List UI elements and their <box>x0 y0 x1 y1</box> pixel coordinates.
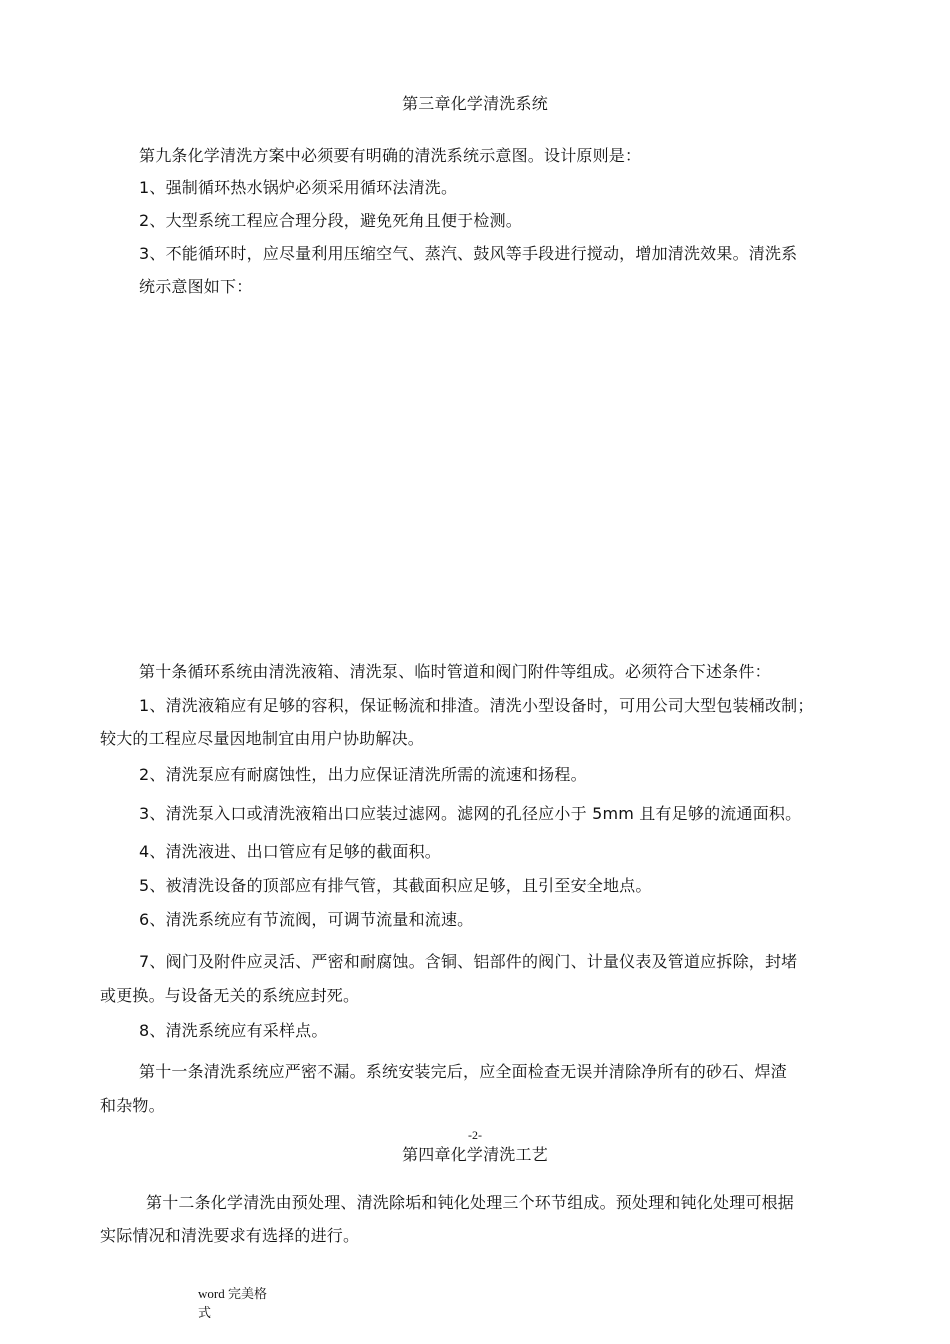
article-10-item-1: 1、清洗液箱应有足够的容积，保证畅流和排渣。清洗小型设备时，可用公司大型包装桶改制； <box>139 696 814 715</box>
article-10-item-5: 5、被清洗设备的顶部应有排气管，其截面积应足够，且引至安全地点。 <box>139 876 652 895</box>
article-9-item-2: 2、大型系统工程应合理分段，避免死角且便于检测。 <box>139 211 522 230</box>
article-12-cont: 实际情况和清洗要求有选择的进行。 <box>100 1226 360 1245</box>
article-9-item-3: 3、不能循环时，应尽量利用压缩空气、蒸汽、鼓风等手段进行搅动，增加清洗效果。清洗系 <box>139 244 798 263</box>
chapter-3-title: 第三章化学清洗系统 <box>402 94 548 113</box>
article-11-cont: 和杂物。 <box>100 1096 165 1115</box>
article-10-item-3: 3、清洗泵入口或清洗液箱出口应装过滤网。滤网的孔径应小于 5mm 且有足够的流通面积。 <box>139 804 802 823</box>
article-11: 第十一条清洗系统应严密不漏。系统安装完后，应全面检查无误并清除净所有的砂石、焊渣 <box>139 1062 788 1081</box>
article-10-item-7: 7、阀门及附件应灵活、严密和耐腐蚀。含铜、铝部件的阀门、计量仪表及管道应拆除，封堵 <box>139 952 798 971</box>
chapter-4-title: 第四章化学清洗工艺 <box>402 1145 548 1164</box>
article-9-intro: 第九条化学清洗方案中必须要有明确的清洗系统示意图。设计原则是： <box>139 146 642 165</box>
article-12: 第十二条化学清洗由预处理、清洗除垢和钝化处理三个环节组成。预处理和钝化处理可根据 <box>146 1193 795 1212</box>
article-10-intro: 第十条循环系统由清洗液箱、清洗泵、临时管道和阀门附件等组成。必须符合下述条件： <box>139 662 771 681</box>
article-9-item-3-cont: 统示意图如下： <box>139 277 253 296</box>
article-10-item-4: 4、清洗液进、出口管应有足够的截面积。 <box>139 842 441 861</box>
article-10-item-8: 8、清洗系统应有采样点。 <box>139 1021 328 1040</box>
page-number: -2- <box>468 1128 482 1142</box>
article-10-item-6: 6、清洗系统应有节流阀，可调节流量和流速。 <box>139 910 474 929</box>
article-9-item-1: 1、强制循环热水锅炉必须采用循环法清洗。 <box>139 178 458 197</box>
footer-watermark: word 完美格式 <box>198 1286 267 1320</box>
diagram-placeholder <box>140 305 860 635</box>
article-10-item-2: 2、清洗泵应有耐腐蚀性，出力应保证清洗所需的流速和扬程。 <box>139 765 587 784</box>
article-10-item-7-cont: 或更换。与设备无关的系统应封死。 <box>100 986 360 1005</box>
article-10-item-1-cont: 较大的工程应尽量因地制宜由用户协助解决。 <box>100 729 425 748</box>
